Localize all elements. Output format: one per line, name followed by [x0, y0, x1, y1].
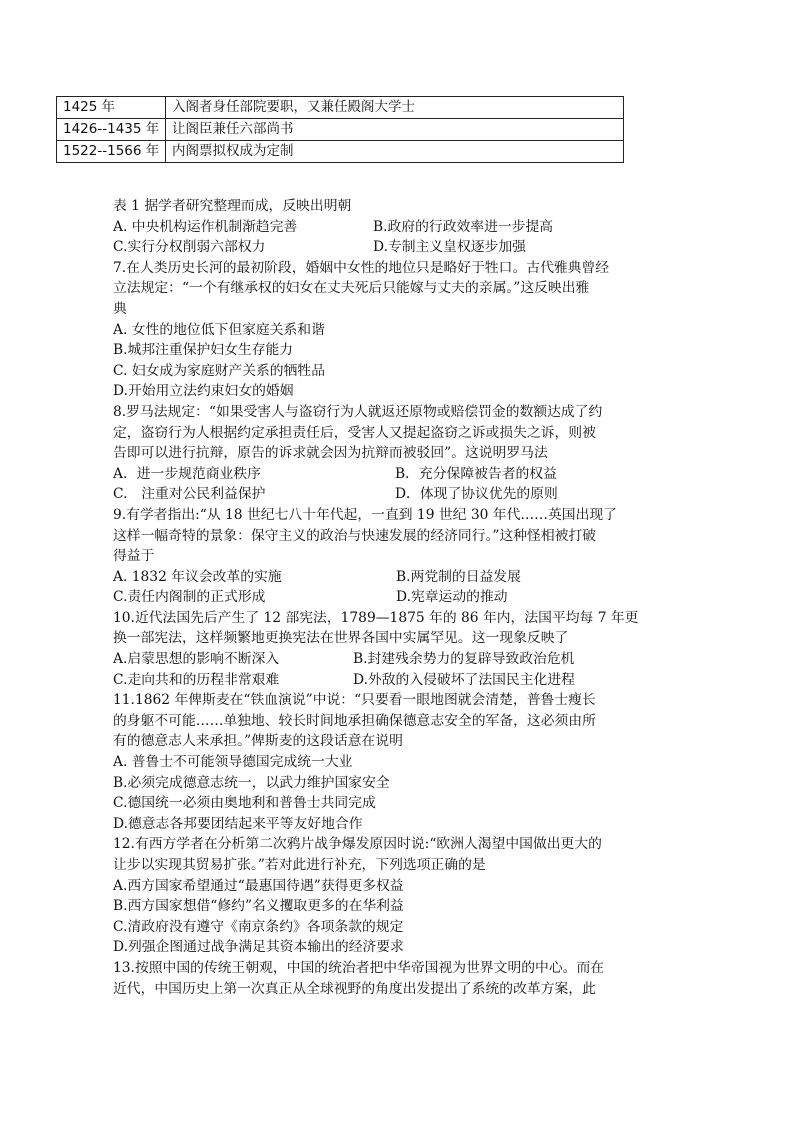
question-9-options-ab — [113, 567, 685, 588]
option-d: D.宪章运动的推动 — [396, 589, 508, 606]
option-a: A. 中央机构运作机制渐趋完善 — [113, 218, 298, 235]
option-c: C.责任内阁制的正式形成 — [113, 589, 266, 606]
table-cell-year: 1425 年 — [57, 97, 166, 119]
question-6-stem: 表 1 据学者研究整理而成，反映出明朝 — [113, 198, 352, 214]
table-row — [57, 119, 624, 141]
option-b: B.西方国家想借“修约”名义攫取更多的在华利益 — [113, 898, 404, 915]
table-cell-year: 1426--1435 年 — [57, 119, 166, 141]
table-cell-event: 让阁臣兼任六部尚书 — [166, 119, 624, 141]
history-table — [56, 96, 624, 163]
option-b: B.两党制的日益发展 — [396, 568, 521, 585]
option-b: B.政府的行政效率进一步提高 — [373, 218, 554, 235]
question-8-options-ab — [113, 464, 685, 485]
question-7-line-3: 典 — [113, 300, 127, 317]
table-cell-event: 内阁票拟权成为定制 — [166, 141, 624, 163]
option-d: D.列强企图通过战争满足其资本输出的经济要求 — [113, 939, 404, 956]
table-cell-year: 1522--1566 年 — [57, 141, 166, 163]
option-c: C.清政府没有遵守《南京条约》各项条款的规定 — [113, 918, 404, 935]
question-10-line-1: 10.近代法国先后产生了 12 部宪法，1789—1875 年的 86 年内，法国平均每 7 年更 — [113, 609, 639, 626]
table-cell-event: 入阁者身任部院要职，又兼任殿阁大学士 — [166, 97, 624, 119]
option-c: C.实行分权削弱六部权力 — [113, 239, 266, 256]
question-7-line-2: 立法规定：“一个有继承权的妇女在丈夫死后只能嫁与丈夫的亲属。”这反映出雅 — [113, 280, 590, 297]
option-d: D.德意志各邦要团结起来平等友好地合作 — [113, 815, 363, 832]
question-7-line-1: 7.在人类历史长河的最初阶段，婚姻中女性的地位只是略好于牲口。古代雅典曾经 — [113, 259, 610, 276]
question-8-line-1: 8.罗马法规定：“如果受害人与盗窃行为人就返还原物或赔偿罚金的数额达成了约 — [113, 403, 603, 420]
option-c: C. 注重对公民利益保护 — [113, 486, 266, 503]
option-b: B.封建残余势力的复辟导致政治危机 — [353, 651, 575, 668]
question-10-options-ab — [113, 649, 685, 670]
question-13-line-2: 近代，中国历史上第一次真正从全球视野的角度出发提出了系统的改革方案，此 — [113, 980, 596, 997]
option-c: C.德国统一必须由奥地利和普鲁士共同完成 — [113, 795, 376, 812]
option-d: D.开始用立法约束妇女的婚姻 — [113, 383, 294, 400]
option-d: D.外敌的入侵破坏了法国民主化进程 — [353, 671, 575, 688]
question-9-line-3: 得益于 — [113, 548, 155, 565]
option-a: A.西方国家希望通过“最惠国待遇”获得更多权益 — [113, 877, 404, 894]
question-8-line-3: 告即可以进行抗辩，原告的诉求就会因为抗辩而被驳回”。这说明罗马法 — [113, 445, 548, 462]
option-a: A. 普鲁士不可能领导德国完成统一大业 — [113, 754, 353, 771]
question-10-line-2: 换一部宪法，这样频繁地更换宪法在世界各国中实属罕见。这一现象反映了 — [113, 630, 569, 647]
table-row — [57, 97, 624, 119]
option-d: D．体现了协议优先的原则 — [395, 486, 558, 503]
question-12-line-2: 让步以实现其贸易扩张。”若对此进行补充，下列选项正确的是 — [113, 857, 486, 873]
question-6-options-cd — [113, 237, 685, 258]
option-b: B．充分保障被告者的权益 — [395, 465, 557, 482]
question-13-line-1: 13.按照中国的传统王朝观，中国的统治者把中华帝国视为世界文明的中心。而在 — [113, 959, 605, 976]
question-9-line-2: 这样一幅奇特的景象：保守主义的政治与快速发展的经济同行。”这种怪相被打破 — [113, 527, 597, 544]
table-row — [57, 141, 624, 163]
option-a: A. 女性的地位低下但家庭关系和谐 — [113, 321, 325, 338]
question-8-line-2: 定，盗窃行为人根据约定承担责任后，受害人又提起盗窃之诉或损失之诉，则被 — [113, 424, 596, 441]
option-d: D.专制主义皇权逐步加强 — [373, 239, 526, 256]
option-c: C.走向共和的历程非常艰难 — [113, 671, 280, 688]
question-9-options-cd — [113, 587, 685, 608]
option-b: B.必须完成德意志统一，以武力维护国家安全 — [113, 774, 390, 791]
question-9-line-1: 9.有学者指出:“从 18 世纪七八十年代起，一直到 19 世纪 30 年代……英国出现了 — [113, 506, 617, 523]
question-8-options-cd — [113, 484, 685, 505]
option-b: B.城邦注重保护妇女生存能力 — [113, 342, 294, 359]
question-11-line-3: 有的德意志人来承担。”俾斯麦的这段话意在说明 — [113, 733, 403, 750]
question-11-line-2: 的身躯不可能……单独地、较长时间地承担确保德意志安全的军备，这必须由所 — [113, 712, 596, 729]
question-11-line-1: 11.1862 年俾斯麦在“铁血演说”中说：“只要看一眼地图就会清楚，普鲁士瘦长 — [113, 692, 596, 709]
question-12-line-1: 12.有西方学者在分析第二次鸦片战争爆发原因时说:“欧洲人渴望中国做出更大的 — [113, 836, 602, 853]
question-10-options-cd — [113, 670, 685, 691]
option-a: A.启蒙思想的影响不断深入 — [113, 651, 280, 668]
option-a: A. 1832 年议会改革的实施 — [113, 568, 282, 585]
option-a: A．进一步规范商业秩序 — [113, 465, 261, 482]
question-6-options-ab — [113, 217, 685, 238]
question-list — [113, 196, 685, 999]
option-c: C. 妇女成为家庭财产关系的牺牲品 — [113, 362, 325, 379]
